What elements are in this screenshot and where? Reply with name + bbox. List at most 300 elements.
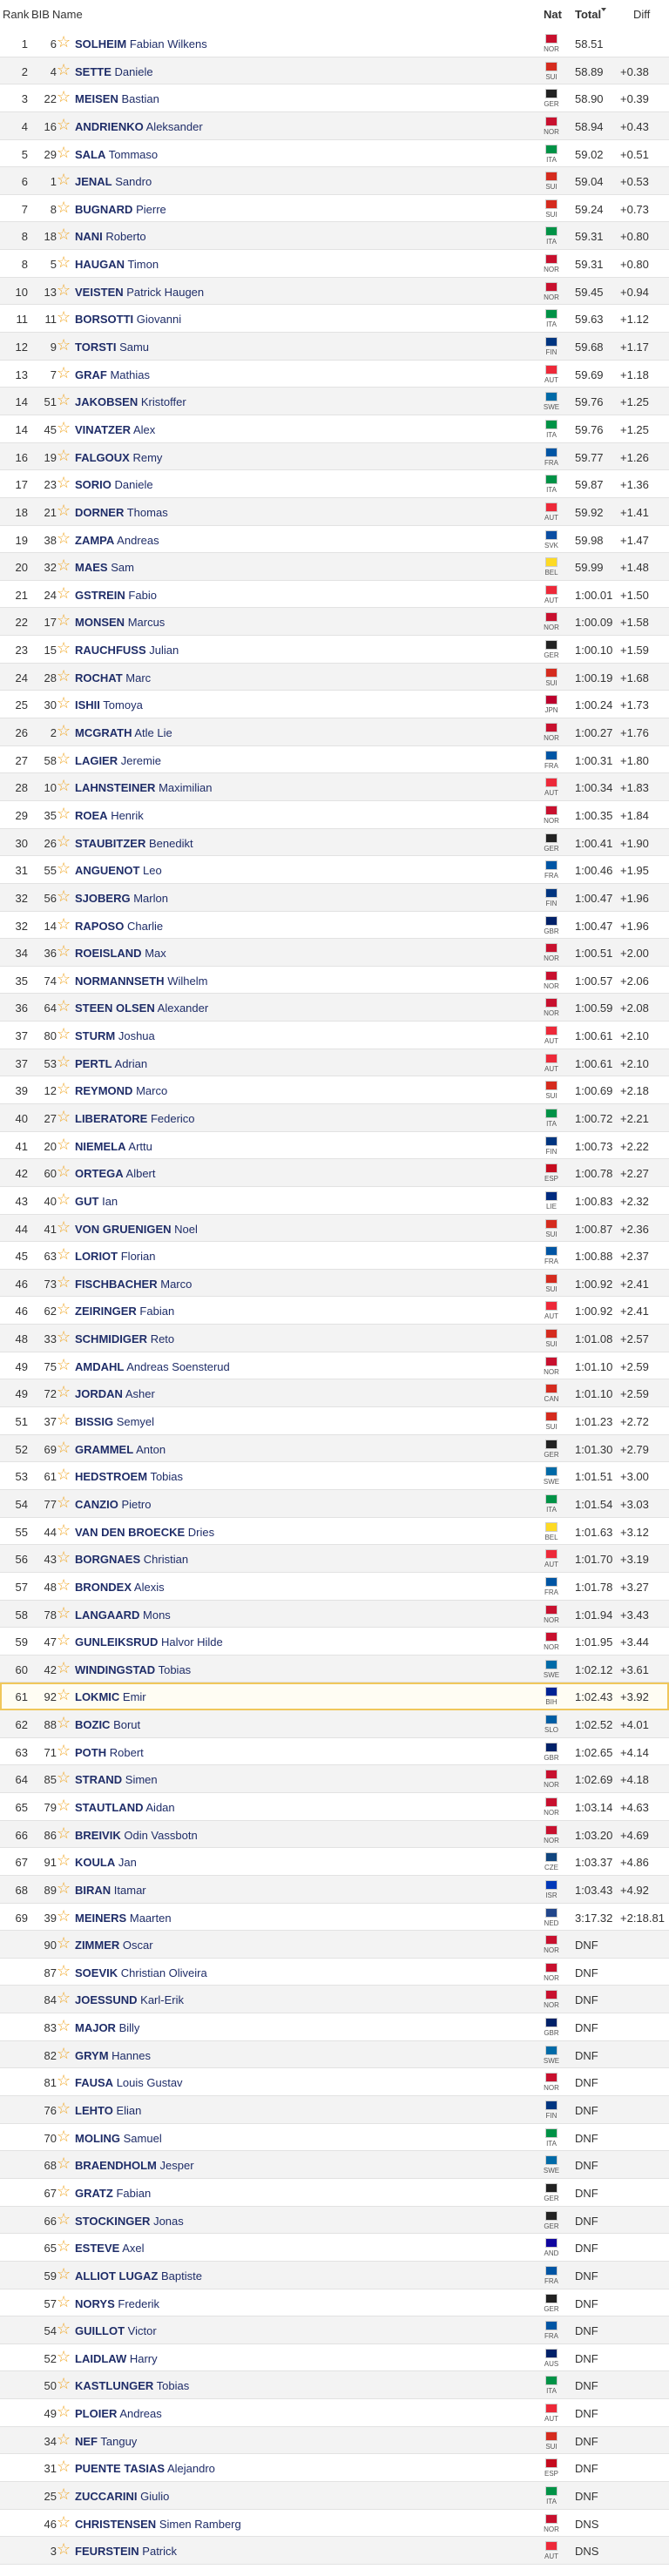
result-row[interactable]	[0, 1682, 669, 1710]
result-row[interactable]	[0, 305, 669, 333]
result-row[interactable]	[0, 2510, 669, 2538]
result-row[interactable]	[0, 443, 669, 471]
athlete-name-link[interactable]	[75, 1029, 155, 1042]
athlete-first-name: Fabian	[116, 2186, 152, 2200]
star-icon[interactable]: ☆	[57, 2403, 71, 2421]
athlete-name-link[interactable]	[75, 589, 157, 602]
result-row[interactable]	[0, 939, 669, 967]
star-icon[interactable]: ☆	[57, 2512, 71, 2531]
star-icon[interactable]: ☆	[57, 1878, 71, 1897]
result-row[interactable]	[0, 30, 669, 57]
athlete-name-link[interactable]	[75, 1250, 155, 1263]
star-icon[interactable]: ☆	[57, 1797, 71, 1814]
athlete-name-link[interactable]	[75, 920, 163, 933]
athlete-name-link[interactable]	[75, 1084, 167, 1097]
star-icon[interactable]: ☆	[57, 529, 71, 547]
athlete-name-link[interactable]	[75, 1470, 183, 1483]
result-row[interactable]	[0, 2344, 669, 2372]
star-icon[interactable]: ☆	[57, 639, 71, 657]
athlete-name-link[interactable]	[75, 2104, 141, 2117]
star-icon[interactable]: ☆	[57, 2320, 71, 2338]
header-diff[interactable]: Diff	[633, 8, 651, 21]
result-row[interactable]	[0, 553, 669, 581]
athlete-name-link[interactable]	[75, 1443, 166, 1456]
star-icon[interactable]: ☆	[57, 694, 71, 712]
athlete-name-link[interactable]	[75, 2215, 184, 2228]
star-icon[interactable]: ☆	[57, 997, 71, 1015]
athlete-name-link[interactable]	[75, 1001, 208, 1015]
result-row[interactable]	[0, 2013, 669, 2041]
result-row[interactable]	[0, 415, 669, 443]
result-row[interactable]	[0, 1270, 669, 1298]
athlete-name-link[interactable]	[75, 698, 143, 711]
athlete-name-link[interactable]	[75, 1773, 158, 1786]
star-icon[interactable]: ☆	[57, 171, 71, 189]
result-row[interactable]	[0, 773, 669, 801]
athlete-name-link[interactable]	[75, 892, 168, 905]
result-row[interactable]	[0, 1297, 669, 1325]
result-row[interactable]	[0, 195, 669, 223]
star-icon[interactable]: ☆	[57, 666, 71, 684]
athlete-first-name: Jesper	[159, 2159, 194, 2173]
result-row[interactable]	[0, 2316, 669, 2344]
star-icon[interactable]: ☆	[57, 2127, 71, 2145]
athlete-name-link[interactable]	[75, 451, 162, 464]
athlete-name-link[interactable]	[75, 286, 204, 299]
star-icon[interactable]: ☆	[57, 2182, 71, 2200]
athlete-name-link[interactable]	[75, 1856, 137, 1869]
header-nat[interactable]: Nat	[544, 8, 562, 21]
star-icon[interactable]: ☆	[57, 1934, 71, 1952]
athlete-name-link[interactable]	[75, 506, 168, 519]
star-icon[interactable]: ☆	[57, 1631, 71, 1649]
athlete-name-link[interactable]	[75, 2021, 139, 2034]
athlete-name-link[interactable]	[75, 2407, 162, 2420]
athlete-name-link[interactable]	[75, 2297, 159, 2310]
star-icon[interactable]: ☆	[57, 1025, 71, 1043]
header-bib[interactable]: BIB	[31, 8, 50, 21]
star-icon[interactable]: ☆	[57, 1741, 71, 1759]
star-icon[interactable]: ☆	[57, 1300, 71, 1318]
star-icon[interactable]: ☆	[57, 2100, 71, 2118]
athlete-first-name: Alejandro	[166, 2462, 215, 2476]
star-icon[interactable]: ☆	[57, 2292, 71, 2310]
star-icon[interactable]: ☆	[57, 1272, 71, 1291]
athlete-name-link[interactable]	[75, 1912, 172, 1925]
athlete-name-link[interactable]	[75, 37, 207, 51]
star-icon[interactable]: ☆	[57, 1163, 71, 1181]
star-icon[interactable]: ☆	[57, 280, 71, 299]
star-icon[interactable]: ☆	[57, 2155, 71, 2173]
result-row[interactable]	[0, 1462, 669, 1490]
athlete-name-link[interactable]	[75, 368, 150, 381]
star-icon[interactable]: ☆	[57, 143, 71, 161]
result-row[interactable]	[0, 1986, 669, 2013]
star-icon[interactable]: ☆	[57, 1989, 71, 2007]
result-row[interactable]	[0, 361, 669, 388]
athlete-name-link[interactable]	[75, 395, 186, 408]
athlete-name-link[interactable]	[75, 1387, 155, 1400]
star-icon[interactable]: ☆	[57, 749, 71, 767]
star-icon[interactable]: ☆	[57, 1961, 71, 1979]
athlete-name-link[interactable]	[75, 1305, 174, 1318]
star-icon[interactable]: ☆	[57, 914, 71, 933]
athlete-name-link[interactable]	[75, 148, 158, 161]
result-row[interactable]	[0, 1215, 669, 1243]
result-row[interactable]	[0, 1435, 669, 1463]
flag-icon	[545, 1605, 558, 1615]
result-row[interactable]	[0, 691, 669, 718]
nation-code: GBR	[544, 2029, 559, 2038]
star-icon[interactable]: ☆	[57, 804, 71, 822]
athlete-name-link[interactable]	[75, 2159, 194, 2172]
athlete-name-link[interactable]	[75, 1360, 230, 1373]
athlete-name-link[interactable]	[75, 754, 161, 767]
athlete-name-link[interactable]	[75, 534, 159, 547]
star-icon[interactable]: ☆	[57, 556, 71, 575]
star-icon[interactable]: ☆	[57, 1355, 71, 1373]
header-name[interactable]: Name	[52, 8, 83, 21]
result-row[interactable]	[0, 1793, 669, 1821]
rank-cell: 3	[21, 92, 28, 106]
star-icon[interactable]: ☆	[57, 391, 71, 409]
result-row[interactable]	[0, 1352, 669, 1380]
result-row[interactable]	[0, 2124, 669, 2152]
result-row[interactable]	[0, 2482, 669, 2510]
star-icon[interactable]: ☆	[57, 887, 71, 905]
result-row[interactable]	[0, 1573, 669, 1601]
result-row[interactable]	[0, 664, 669, 691]
star-icon[interactable]: ☆	[57, 474, 71, 492]
result-row[interactable]	[0, 608, 669, 636]
athlete-name-link[interactable]	[75, 616, 165, 629]
athlete-name-link[interactable]	[75, 1801, 175, 1814]
athlete-name-link[interactable]	[75, 1140, 152, 1153]
star-icon[interactable]: ☆	[57, 1521, 71, 1539]
result-row[interactable]	[0, 1407, 669, 1435]
result-row[interactable]	[0, 746, 669, 774]
athlete-last-name: BIRAN	[75, 1883, 112, 1897]
athlete-name-link[interactable]	[75, 2242, 145, 2255]
athlete-name-link[interactable]	[75, 92, 159, 105]
athlete-name-link[interactable]	[75, 1195, 118, 1208]
result-row[interactable]	[0, 2068, 669, 2096]
athlete-name-link[interactable]	[75, 2435, 137, 2448]
star-icon[interactable]: ☆	[57, 1135, 71, 1153]
athlete-name-link[interactable]	[75, 1663, 191, 1676]
result-row[interactable]	[0, 1710, 669, 1738]
result-row[interactable]	[0, 1159, 669, 1187]
star-icon[interactable]: ☆	[57, 722, 71, 740]
result-row[interactable]	[0, 278, 669, 306]
result-row[interactable]	[0, 1518, 669, 1546]
result-row[interactable]	[0, 2207, 669, 2235]
star-icon[interactable]: ☆	[57, 1328, 71, 1346]
star-icon[interactable]: ☆	[57, 253, 71, 272]
athlete-name-link[interactable]	[75, 2049, 151, 2062]
athlete-name-link[interactable]	[75, 2324, 157, 2337]
result-row[interactable]	[0, 2041, 669, 2069]
athlete-name-link[interactable]	[75, 341, 149, 354]
result-row[interactable]	[0, 2454, 669, 2482]
result-row[interactable]	[0, 1132, 669, 1160]
result-row[interactable]	[0, 884, 669, 912]
result-row[interactable]	[0, 526, 669, 554]
athlete-first-name: Tobias	[150, 1470, 184, 1484]
result-row[interactable]	[0, 1325, 669, 1352]
result-row[interactable]	[0, 2371, 669, 2399]
result-row[interactable]	[0, 801, 669, 829]
star-icon[interactable]: ☆	[57, 777, 71, 795]
athlete-name-link[interactable]	[75, 864, 162, 877]
athlete-name-link[interactable]	[75, 644, 179, 657]
result-row[interactable]	[0, 1187, 669, 1215]
result-row[interactable]	[0, 250, 669, 278]
star-icon[interactable]: ☆	[57, 446, 71, 464]
star-icon[interactable]: ☆	[57, 942, 71, 961]
result-row[interactable]	[0, 222, 669, 250]
athlete-name-link[interactable]	[75, 2379, 189, 2392]
star-icon[interactable]: ☆	[57, 1411, 71, 1429]
athlete-name-link[interactable]	[75, 1746, 144, 1759]
athlete-name-link[interactable]	[75, 781, 212, 794]
athlete-name-link[interactable]	[75, 2490, 169, 2503]
star-icon[interactable]: ☆	[57, 501, 71, 519]
star-icon[interactable]: ☆	[57, 1575, 71, 1594]
star-icon[interactable]: ☆	[57, 1466, 71, 1484]
result-row[interactable]	[0, 498, 669, 526]
header-total[interactable]: Total	[575, 8, 602, 21]
result-row[interactable]	[0, 2399, 669, 2427]
result-row[interactable]	[0, 1076, 669, 1104]
star-icon[interactable]: ☆	[57, 832, 71, 850]
athlete-name-link[interactable]	[75, 1332, 174, 1345]
star-icon[interactable]: ☆	[57, 2458, 71, 2476]
star-icon[interactable]: ☆	[57, 2237, 71, 2256]
result-row[interactable]	[0, 994, 669, 1022]
star-icon[interactable]: ☆	[57, 2264, 71, 2283]
result-row[interactable]	[0, 1876, 669, 1904]
athlete-name-link[interactable]	[75, 423, 155, 436]
star-icon[interactable]: ☆	[57, 418, 71, 436]
star-icon[interactable]: ☆	[57, 1493, 71, 1511]
star-icon[interactable]: ☆	[57, 969, 71, 988]
athlete-name-link[interactable]	[75, 1112, 195, 1125]
star-icon[interactable]: ☆	[57, 33, 71, 51]
star-icon[interactable]: ☆	[57, 2017, 71, 2035]
athlete-name-link[interactable]	[75, 1608, 171, 1622]
star-icon[interactable]: ☆	[57, 2485, 71, 2504]
result-row[interactable]	[0, 856, 669, 884]
athlete-name-link[interactable]	[75, 120, 203, 133]
star-icon[interactable]: ☆	[57, 336, 71, 354]
star-icon[interactable]: ☆	[57, 583, 71, 602]
rank-cell: 41	[15, 1139, 28, 1153]
star-icon[interactable]: ☆	[57, 1245, 71, 1264]
bib-cell: 83	[44, 2021, 57, 2035]
result-row[interactable]	[0, 1931, 669, 1959]
result-row[interactable]	[0, 718, 669, 746]
star-icon[interactable]: ☆	[57, 2044, 71, 2062]
athlete-name-link[interactable]	[75, 2187, 151, 2200]
result-row[interactable]	[0, 167, 669, 195]
athlete-name-link[interactable]	[75, 809, 144, 822]
athlete-name-link[interactable]	[75, 1966, 207, 1979]
athlete-name-link[interactable]	[75, 561, 134, 574]
star-icon[interactable]: ☆	[57, 1107, 71, 1125]
star-icon[interactable]: ☆	[57, 2209, 71, 2228]
athlete-name-link[interactable]	[75, 2132, 162, 2145]
athlete-name-link[interactable]	[75, 230, 146, 243]
result-row[interactable]	[0, 470, 669, 498]
result-row[interactable]	[0, 2427, 669, 2455]
athlete-name-link[interactable]	[75, 1635, 223, 1649]
athlete-name-link[interactable]	[75, 1278, 192, 1291]
athlete-name-link[interactable]	[75, 65, 153, 78]
athlete-name-link[interactable]	[75, 1415, 154, 1428]
athlete-name-link[interactable]	[75, 2545, 177, 2558]
rank-cell: 48	[15, 1332, 28, 1346]
diff-time: +2.10	[620, 1029, 649, 1043]
result-row[interactable]	[0, 636, 669, 664]
athlete-name-link[interactable]	[75, 1498, 151, 1511]
result-row[interactable]	[0, 1765, 669, 1793]
star-icon[interactable]: ☆	[57, 1190, 71, 1208]
star-icon[interactable]: ☆	[57, 1686, 71, 1704]
result-row[interactable]	[0, 1628, 669, 1656]
result-row[interactable]	[0, 2096, 669, 2124]
athlete-name-link[interactable]	[75, 671, 151, 684]
result-row[interactable]	[0, 112, 669, 140]
flag-icon	[545, 1109, 558, 1118]
result-row[interactable]	[0, 2234, 669, 2262]
result-row[interactable]	[0, 967, 669, 995]
star-icon[interactable]: ☆	[57, 198, 71, 216]
star-icon[interactable]: ☆	[57, 60, 71, 78]
athlete-name-link[interactable]	[75, 1167, 156, 1180]
result-row[interactable]	[0, 1490, 669, 1518]
result-row[interactable]	[0, 2289, 669, 2317]
athlete-name-link[interactable]	[75, 203, 166, 216]
athlete-first-name: Charlie	[126, 919, 164, 933]
result-row[interactable]	[0, 1104, 669, 1132]
athlete-name-link[interactable]	[75, 1829, 198, 1842]
star-icon[interactable]: ☆	[57, 1080, 71, 1098]
athlete-name-link[interactable]	[75, 837, 193, 850]
result-row[interactable]	[0, 140, 669, 168]
star-icon[interactable]: ☆	[57, 2375, 71, 2393]
star-icon[interactable]: ☆	[57, 1217, 71, 1236]
result-row[interactable]	[0, 912, 669, 940]
result-row[interactable]	[0, 1022, 669, 1049]
star-icon[interactable]: ☆	[57, 1658, 71, 1676]
athlete-name-link[interactable]	[75, 2462, 215, 2475]
result-row[interactable]	[0, 388, 669, 415]
star-icon[interactable]: ☆	[57, 226, 71, 244]
athlete-name-link[interactable]	[75, 947, 166, 960]
result-row[interactable]	[0, 1049, 669, 1077]
star-icon[interactable]: ☆	[57, 363, 71, 381]
result-row[interactable]	[0, 1601, 669, 1629]
result-row[interactable]	[0, 2537, 669, 2565]
header-rank[interactable]: Rank	[3, 8, 30, 21]
result-row[interactable]	[0, 1959, 669, 1986]
athlete-name-link[interactable]	[75, 1939, 153, 1952]
star-icon[interactable]: ☆	[57, 2540, 71, 2559]
athlete-name-link[interactable]	[75, 1553, 188, 1566]
result-row[interactable]	[0, 1379, 669, 1407]
star-icon[interactable]: ☆	[57, 1824, 71, 1842]
result-row[interactable]	[0, 581, 669, 609]
athlete-name-link[interactable]	[75, 1526, 214, 1539]
result-row[interactable]	[0, 1848, 669, 1876]
result-row[interactable]	[0, 1821, 669, 1849]
athlete-name-link[interactable]	[75, 974, 207, 988]
athlete-name-link[interactable]	[75, 258, 159, 271]
star-icon[interactable]: ☆	[57, 1052, 71, 1070]
result-row[interactable]	[0, 2179, 669, 2207]
star-icon[interactable]: ☆	[57, 308, 71, 327]
athlete-first-name: Alex	[132, 422, 156, 436]
star-icon[interactable]: ☆	[57, 860, 71, 878]
result-row[interactable]	[0, 84, 669, 112]
athlete-name-link[interactable]	[75, 1993, 184, 2006]
athlete-name-link[interactable]	[75, 2518, 241, 2531]
athlete-name-link[interactable]	[75, 1690, 146, 1703]
athlete-name-link[interactable]	[75, 2352, 158, 2365]
result-row[interactable]	[0, 2151, 669, 2179]
nation-code: ITA	[546, 486, 557, 495]
star-icon[interactable]: ☆	[57, 1603, 71, 1622]
star-icon[interactable]: ☆	[57, 1438, 71, 1456]
athlete-name-link[interactable]	[75, 2269, 202, 2283]
athlete-name-link[interactable]	[75, 2076, 183, 2089]
star-icon[interactable]: ☆	[57, 2072, 71, 2090]
athlete-last-name: SALA	[75, 147, 106, 161]
athlete-name-link[interactable]	[75, 175, 152, 188]
athlete-name-link[interactable]	[75, 1718, 140, 1731]
star-icon[interactable]: ☆	[57, 1851, 71, 1870]
athlete-name-link[interactable]	[75, 478, 153, 491]
total-time: DNF	[575, 1939, 598, 1952]
athlete-name-link[interactable]	[75, 1057, 147, 1070]
athlete-name-link[interactable]	[75, 726, 172, 739]
star-icon[interactable]: ☆	[57, 1714, 71, 1732]
result-row[interactable]	[0, 1242, 669, 1270]
athlete-name-link[interactable]	[75, 1884, 146, 1897]
result-row[interactable]	[0, 1738, 669, 1766]
star-icon[interactable]: ☆	[57, 1383, 71, 1401]
star-icon[interactable]: ☆	[57, 115, 71, 133]
result-row[interactable]	[0, 57, 669, 85]
star-icon[interactable]: ☆	[57, 611, 71, 630]
athlete-name-link[interactable]	[75, 1581, 165, 1594]
star-icon[interactable]: ☆	[57, 1548, 71, 1567]
result-row[interactable]	[0, 1656, 669, 1683]
star-icon[interactable]: ☆	[57, 1769, 71, 1787]
star-icon[interactable]: ☆	[57, 2430, 71, 2448]
athlete-name-link[interactable]	[75, 313, 181, 326]
star-icon[interactable]: ☆	[57, 1906, 71, 1925]
result-row[interactable]	[0, 829, 669, 857]
result-row[interactable]	[0, 1545, 669, 1573]
result-row[interactable]	[0, 2262, 669, 2289]
athlete-name-link[interactable]	[75, 1223, 198, 1236]
star-icon[interactable]: ☆	[57, 88, 71, 106]
result-row[interactable]	[0, 1904, 669, 1932]
star-icon[interactable]: ☆	[57, 2347, 71, 2365]
result-row[interactable]	[0, 333, 669, 361]
